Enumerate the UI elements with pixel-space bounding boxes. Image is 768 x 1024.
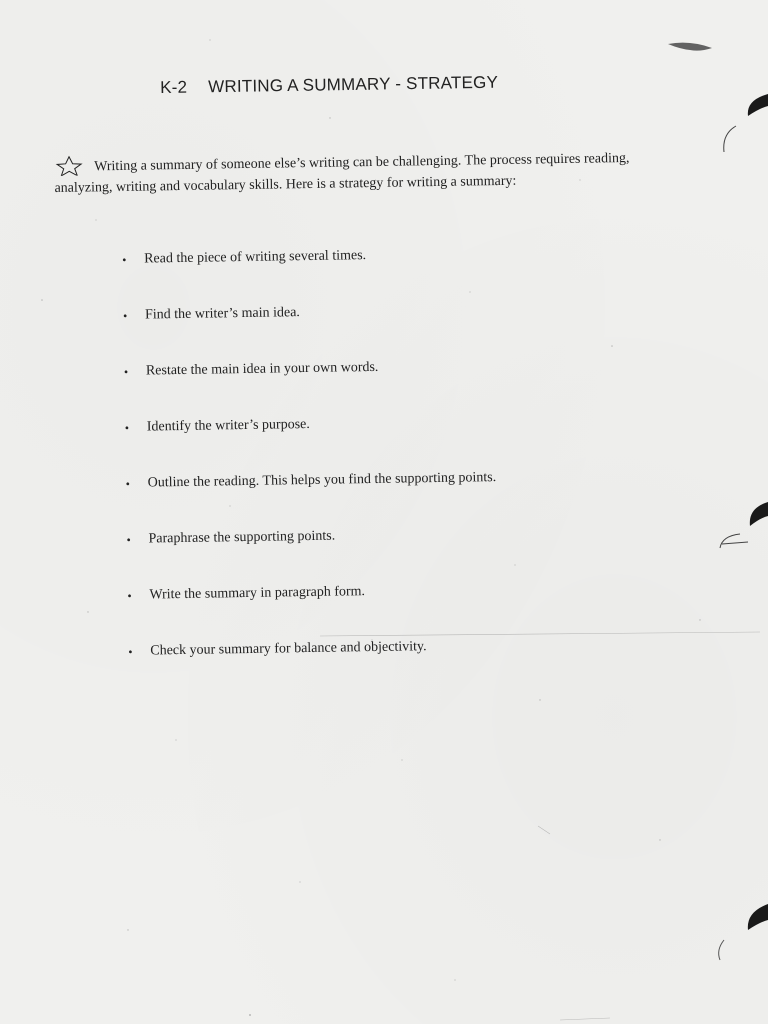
heading-code: K-2 [160, 77, 188, 97]
step-text: Outline the reading. This helps you find the supporting points. [147, 470, 497, 491]
bullet: • [126, 532, 131, 547]
binder-hole-bottom [712, 900, 768, 970]
intro-paragraph [54, 147, 645, 199]
binder-hole-middle [712, 496, 768, 560]
step-text: Paraphrase the supporting points. [148, 528, 336, 547]
heading-title: WRITING A SUMMARY - STRATEGY [207, 72, 499, 97]
bullet: • [123, 364, 129, 379]
list-item [120, 521, 681, 586]
page-heading [160, 70, 640, 98]
star-outline-icon [54, 155, 94, 174]
binder-hole-top [716, 86, 768, 156]
step-text: Check your summary for balance and objectivity. [150, 639, 427, 659]
list-item [121, 577, 682, 642]
list-item [122, 633, 683, 698]
bullet: • [122, 252, 127, 267]
step-text: Identify the writer’s purpose. [146, 416, 310, 435]
intro-text: Writing a summary of someone else’s writing can be challenging. The process requires reading, analyzing, writing and vocabulary skills. Here is a strategy for writing a summary: [54, 150, 630, 196]
bullet: • [124, 420, 130, 435]
step-text: Find the writer’s main idea. [144, 305, 300, 323]
list-item [116, 241, 677, 306]
list-item [118, 353, 679, 418]
list-item [120, 465, 681, 530]
list-item [119, 409, 680, 474]
list-item [117, 297, 678, 362]
bullet: • [122, 308, 128, 323]
step-text: Read the piece of writing several times. [144, 248, 367, 267]
bullet: • [127, 588, 132, 603]
step-text: Restate the main idea in your own words. [145, 359, 379, 379]
strategy-steps-list [116, 241, 683, 698]
bullet: • [128, 644, 133, 659]
bullet: • [125, 476, 130, 491]
step-text: Write the summary in paragraph form. [149, 584, 366, 603]
